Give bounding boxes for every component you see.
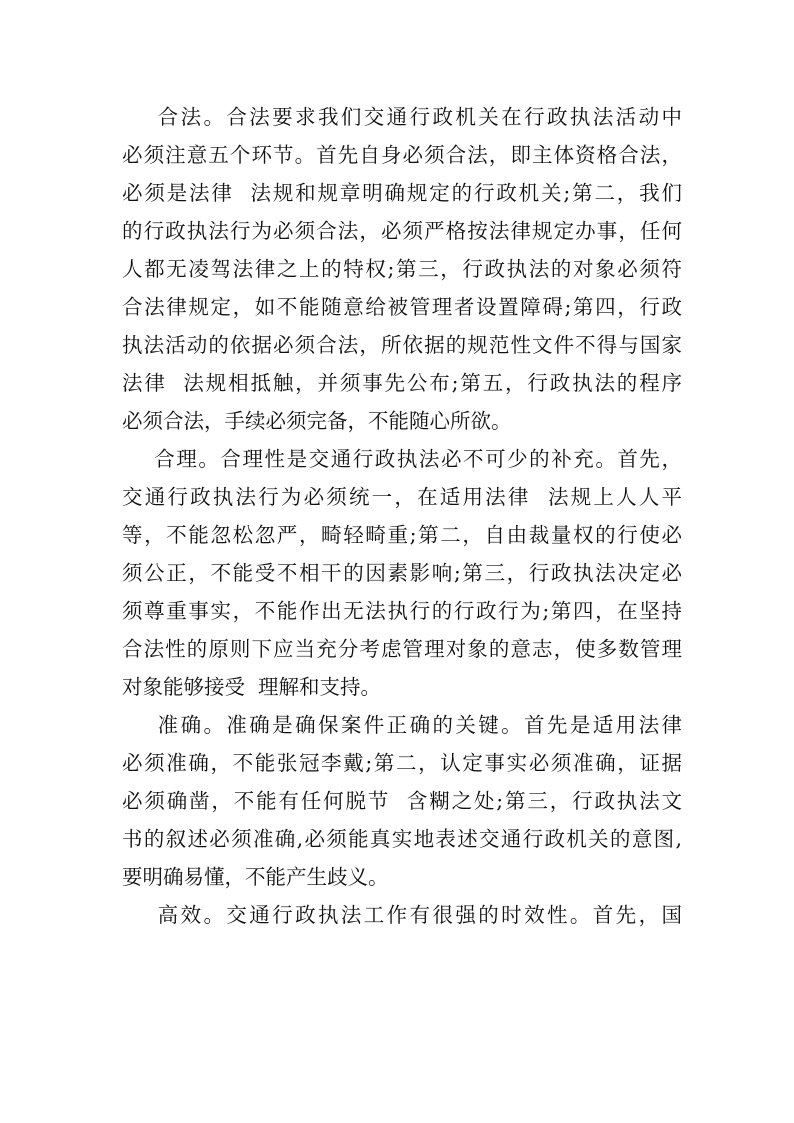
text-line: 交通行政执法行为必须统一，在适用法律 法规上人人平 xyxy=(122,485,682,509)
text-line: 的行政执法行为必须合法，必须严格按法律规定办事，任何 xyxy=(122,219,682,243)
text-line: 要明确易懂，不能产生歧义。 xyxy=(122,865,389,889)
text-line: 必须注意五个环节。首先自身必须合法，即主体资格合法， xyxy=(122,143,682,167)
text-line: 合法性的原则下应当充分考虑管理对象的意志，使多数管理 xyxy=(122,637,682,661)
text-line: 须尊重事实，不能作出无法执行的行政行为;第四，在坚持 xyxy=(122,599,682,623)
text-line: 必须确凿，不能有任何脱节 含糊之处;第三，行政执法文 xyxy=(122,789,682,813)
text-line: 执法活动的依据必须合法，所依据的规范性文件不得与国家 xyxy=(122,333,682,357)
text-line: 高效。交通行政执法工作有很强的时效性。首先，国 xyxy=(122,903,682,927)
text-line: 等，不能忽松忽严，畸轻畸重;第二，自由裁量权的行使必 xyxy=(122,523,682,547)
text-line: 合法。合法要求我们交通行政机关在行政执法活动中 xyxy=(122,105,682,129)
body-text xyxy=(122,98,682,934)
text-line: 合法律规定，如不能随意给被管理者设置障碍;第四，行政 xyxy=(122,295,682,319)
text-line: 准确。准确是确保案件正确的关键。首先是适用法律 xyxy=(122,713,682,737)
text-line: 合理。合理性是交通行政执法必不可少的补充。首先， xyxy=(122,447,682,471)
text-line: 法律 法规相抵触，并须事先公布;第五，行政执法的程序 xyxy=(122,371,682,395)
text-line: 对象能够接受 理解和支持。 xyxy=(122,675,382,699)
text-line: 必须是法律 法规和规章明确规定的行政机关;第二，我们 xyxy=(122,181,682,205)
text-line: 书的叙述必须准确,必须能真实地表述交通行政机关的意图, xyxy=(122,827,682,851)
text-line: 须公正，不能受不相干的因素影响;第三，行政执法决定必 xyxy=(122,561,682,585)
text-line: 必须合法，手续必须完备，不能随心所欲。 xyxy=(122,409,512,433)
text-line: 人都无凌驾法律之上的特权;第三，行政执法的对象必须符 xyxy=(122,257,682,281)
text-line: 必须准确，不能张冠李戴;第二，认定事实必须准确，证据 xyxy=(122,751,682,775)
